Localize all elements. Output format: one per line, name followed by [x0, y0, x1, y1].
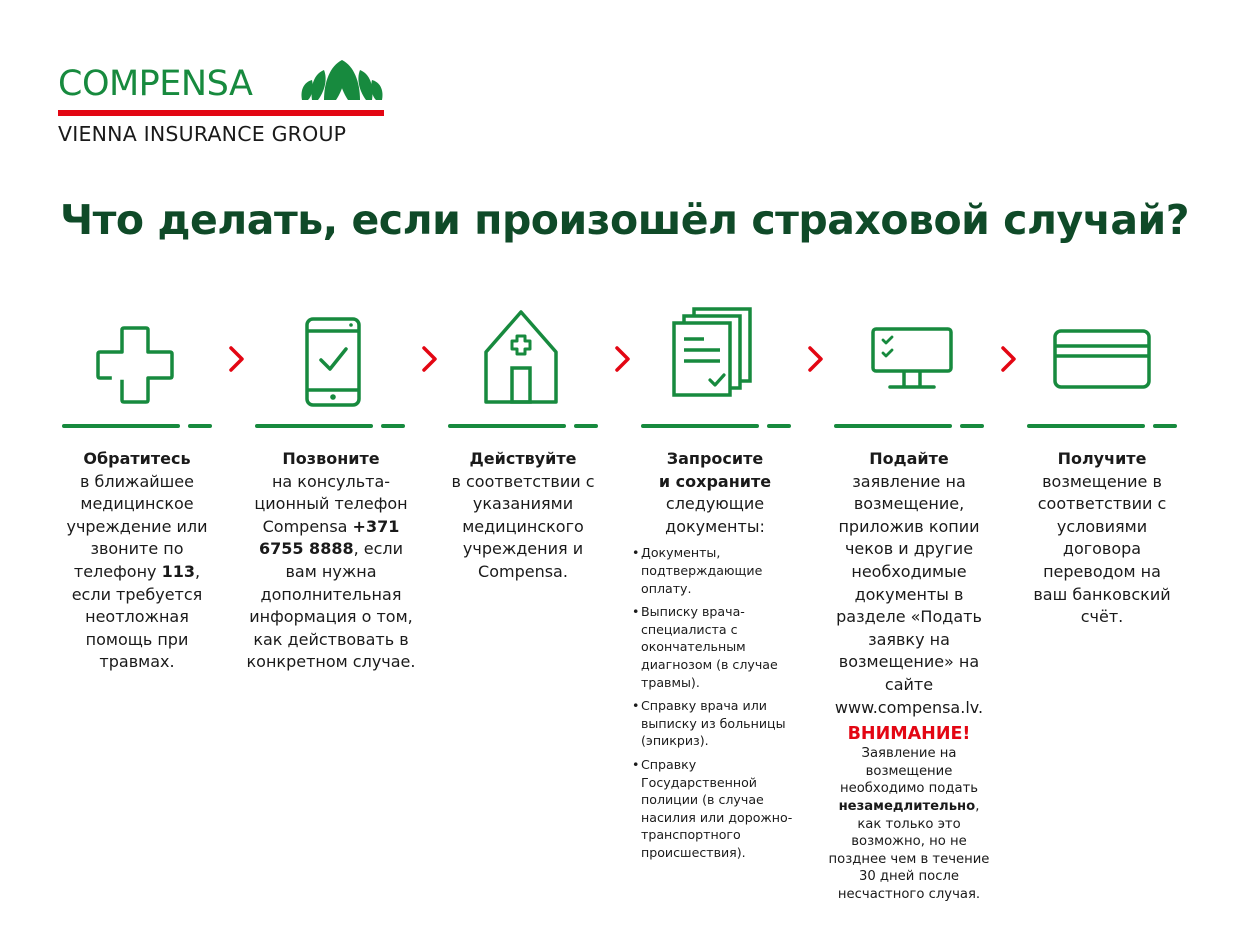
chevron-right-icon: [807, 345, 825, 373]
monitor-checklist-icon: [870, 326, 954, 392]
step-title: Обратитесь: [83, 449, 191, 468]
warning-note: Заявление на возмещение необходимо подать незамедлительно, как только это возможно, но не позднее чем в течение 30 дней после несчастного случая.: [828, 746, 990, 902]
list-item: • Справку врача или выписку из больницы (эпикриз).: [632, 697, 798, 750]
consultation-phone: +371 6755 8888: [258, 516, 400, 559]
step-divider: [255, 424, 373, 428]
list-item: • Справку Государственной полиции (в случае насилия или дорожно-транспортного происшествия).: [632, 756, 798, 862]
step-divider-dash: [767, 424, 791, 428]
chevron-right-icon: [421, 345, 439, 373]
warning-label: ВНИМАНИЕ!: [847, 724, 971, 745]
step-title-2: и сохраните: [658, 471, 772, 491]
step-text: следующие документы:: [665, 494, 765, 536]
step-divider: [62, 424, 180, 428]
step-text: в ближайшее медицинское учреждение или звоните по телефону 113, если требуется неотложная помощь при травмах.: [66, 471, 208, 672]
chevron-right-icon: [228, 345, 246, 373]
list-item: • Выписку врача-специалиста с окончательным диагнозом (в случае травмы).: [632, 603, 798, 691]
step-divider-dash: [188, 424, 212, 428]
list-item: • Документы, подтверждающие оплату.: [632, 544, 798, 597]
emergency-phone: 113: [161, 561, 196, 581]
step-divider-dash: [960, 424, 984, 428]
step-divider: [1027, 424, 1145, 428]
logo-divider: [58, 110, 384, 116]
documents-list: [632, 544, 798, 861]
documents-icon: [670, 306, 754, 398]
step-3: [448, 448, 598, 584]
step-4: [632, 448, 798, 867]
step-text: заявление на возмещение, приложив копии чеков и другие необходимые документы в разделе «Подать заявку на возмещение» на сайте www.compensa.lv.: [834, 471, 984, 717]
step-divider-dash: [381, 424, 405, 428]
step-text: возмещение в соответствии с условиями договора переводом на ваш банковский счёт.: [1033, 471, 1171, 627]
page-title: Что делать, если произошёл страховой случай?: [60, 196, 1190, 244]
step-title: Получите: [1057, 449, 1147, 468]
step-divider-dash: [574, 424, 598, 428]
step-title: Действуйте: [469, 449, 577, 468]
step-title: Подайте: [869, 449, 949, 468]
step-1: [62, 448, 212, 674]
brand-name: COMPENSA: [58, 64, 253, 104]
smartphone-check-icon: [304, 316, 362, 408]
step-title: Запросите: [666, 449, 764, 468]
bank-card-icon: [1052, 328, 1152, 390]
step-2: [246, 448, 416, 674]
step-divider-dash: [1153, 424, 1177, 428]
medical-cross-icon: [94, 324, 176, 408]
step-6: [1027, 448, 1177, 629]
step-text: на консульта-ционный телефон Compensa +371 6755 8888, если вам нужна дополнительная информация о том, как действовать в конкретном случае.: [246, 471, 416, 672]
hospital-icon: [482, 308, 560, 406]
group-name: VIENNA INSURANCE GROUP: [58, 122, 347, 146]
company-logo: [58, 58, 388, 146]
chevron-right-icon: [1000, 345, 1018, 373]
shell-icon: [300, 58, 384, 102]
step-title: Позвоните: [282, 449, 380, 468]
step-text: в соответствии с указаниями медицинского учреждения и Compensa.: [451, 471, 595, 581]
step-divider: [641, 424, 759, 428]
step-divider: [448, 424, 566, 428]
step-divider: [834, 424, 952, 428]
step-5: [826, 448, 992, 903]
chevron-right-icon: [614, 345, 632, 373]
